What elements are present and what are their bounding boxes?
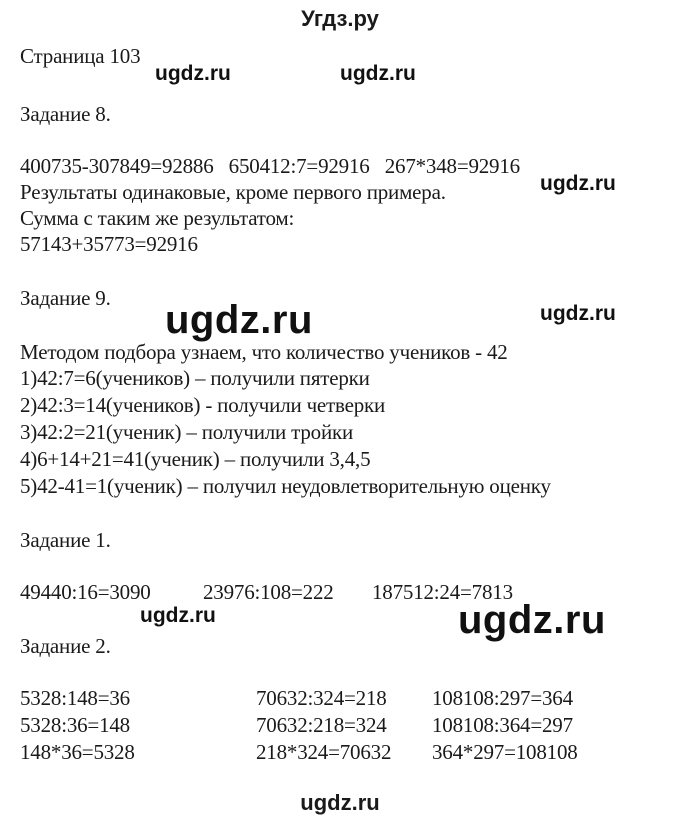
task8-line3: 57143+35773=92916	[20, 232, 198, 256]
task9-step: 5)42-41=1(ученик) – получил неудовлетворительную оценку	[20, 474, 551, 498]
task2-cell: 108108:364=297	[432, 713, 573, 737]
task2-cell: 70632:324=218	[256, 686, 387, 710]
task9-step: 4)6+14+21=41(ученик) – получили 3,4,5	[20, 447, 371, 471]
task2-cell: 70632:218=324	[256, 713, 387, 737]
task2-cell: 364*297=108108	[432, 740, 578, 764]
task9-intro: Методом подбора узнаем, что количество учеников - 42	[20, 340, 508, 364]
task1-title: Задание 1.	[20, 528, 111, 552]
task8-equations: 400735-307849=92886 650412:7=92916 267*348=92916	[20, 154, 520, 178]
task2-cell: 5328:148=36	[20, 686, 130, 710]
page-label: Страница 103	[20, 44, 141, 68]
task9-step: 1)42:7=6(учеников) – получили пятерки	[20, 366, 370, 390]
watermark: ugdz.ru	[540, 302, 616, 325]
task1-eq: 187512:24=7813	[372, 580, 513, 604]
task8-title: Задание 8.	[20, 102, 111, 126]
task2-title: Задание 2.	[20, 634, 111, 658]
task8-line2: Сумма с таким же результатом:	[20, 206, 295, 230]
task1-eq: 49440:16=3090	[20, 580, 151, 604]
site-header: Угдз.ру	[301, 6, 379, 31]
task9-title: Задание 9.	[20, 286, 111, 310]
watermark: ugdz.ru	[540, 172, 616, 195]
task9-step: 2)42:3=14(учеников) - получили четверки	[20, 393, 386, 417]
watermark: ugdz.ru	[458, 598, 606, 642]
task2-cell: 108108:297=364	[432, 686, 573, 710]
task2-cell: 5328:36=148	[20, 713, 130, 737]
task2-cell: 148*36=5328	[20, 740, 135, 764]
site-footer: ugdz.ru	[300, 790, 380, 815]
task2-cell: 218*324=70632	[256, 740, 392, 764]
task9-step: 3)42:2=21(ученик) – получили тройки	[20, 420, 354, 444]
task8-line1: Результаты одинаковые, кроме первого примера.	[20, 180, 446, 204]
watermark: ugdz.ru	[340, 62, 416, 85]
watermark: ugdz.ru	[140, 604, 216, 627]
watermark: ugdz.ru	[165, 298, 313, 342]
watermark: ugdz.ru	[155, 62, 231, 85]
task1-eq: 23976:108=222	[203, 580, 334, 604]
